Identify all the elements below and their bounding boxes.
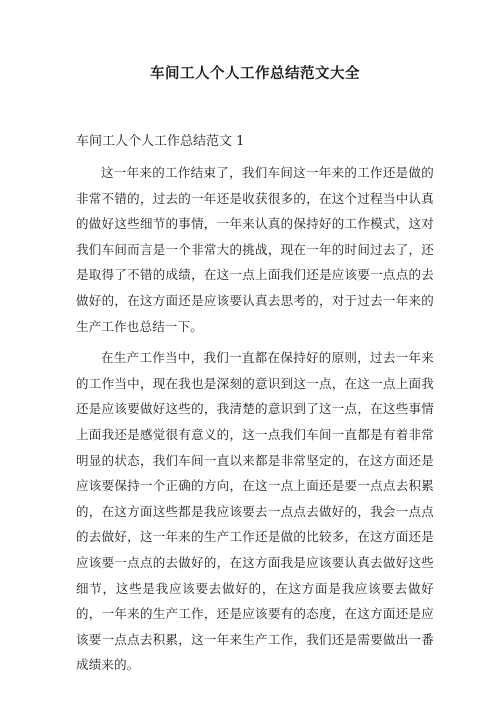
section-heading: 车间工人个人工作总结范文 1 [76,134,245,149]
paragraph-1: 这一年来的工作结束了，我们车间这一年来的工作还是做的非常不错的，过去的一年还是收获很多的，在这个过程当中认真的做好这些细节的事情，一年来认真的保持好的工作模式，这对我们车间而言是一个非常大的挑战，现在一年的时间过去了，还是取得了不错的成绩，在这一点上面我们还是应该要一点点的去做好的，在这方面还是应该要认真去思考的，对于过去一年来的生产工作也总结一下。 [76,165,434,334]
document-title: 车间工人个人工作总结范文大全 [150,65,360,82]
paragraph-2: 在生产工作当中，我们一直都在保持好的原则，过去一年来的工作当中，现在我也是深刻的意识到这一点，在这一点上面我还是应该要做好这些的，我清楚的意识到了这一点，在这些事情上面我还是感觉很有意义的，这一点我们车间一直都是有着非常明显的状态，我们车间一直以来都是非常坚定的，在这方面还是应该要保持一个正确的方向，在这一点上面还是要一点点去积累的，在这方面这些都是我应该要去一点点去做好的，我会一点点的去做好，这一年来的生产工作还是做的比较多，在这方面还是应该要一点点的去做好的，在这方面我是应该要认真去做好这些细节，这些是我应该要去做好的，在这方面是我应该要去做好的，一年来的生产工作，还是应该要有的态度，在这方面还是应该要一点点去积累，这一年来生产工作，我们还是需要做出一番成绩来的。 [76,350,434,673]
